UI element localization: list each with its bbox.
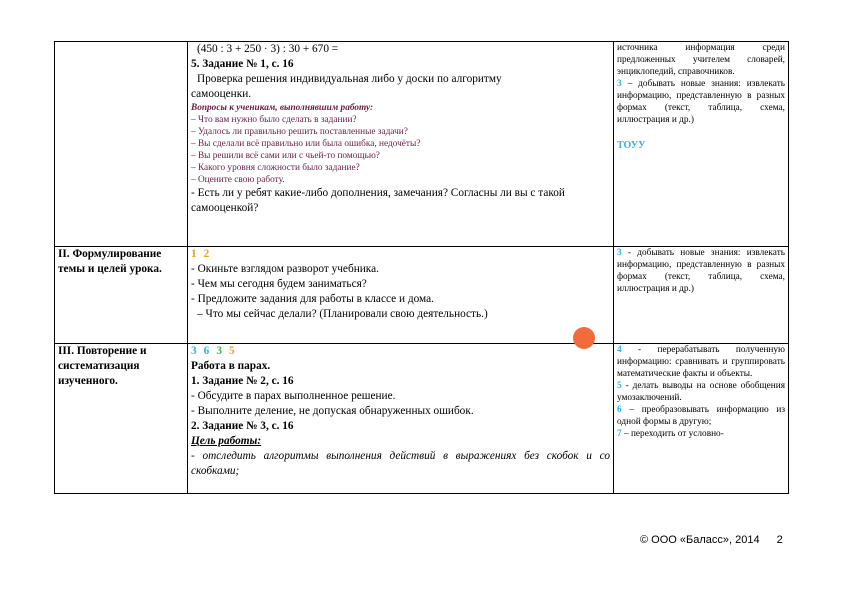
uud-item [617,404,785,428]
level-number: 2 [203,248,210,260]
question-item: – Оцените свою работу. [191,175,285,185]
table-row [55,247,789,344]
table-row [55,344,789,494]
level-numbers [191,247,610,262]
uud-text: - добывать новые знания: извлекать информацию, представленную в разных формах (текст, таблица, схема, иллюстрация и др.) [617,248,785,294]
level-number: 6 [203,345,210,357]
uud-item [617,380,785,404]
level-number: 3 [191,345,197,357]
check-text: Проверка решения индивидуальная либо у доски по алгоритму [197,73,502,85]
uud-text: - делать выводы на основе обобщения умозаключений. [617,381,785,403]
line-item: - Предложите задания для работы в классе и дома. [191,293,434,305]
line-item: – Что мы сейчас делали? (Планировали свою деятельность.) [197,308,488,320]
uud-text: - перерабатывать полученную информацию: сравнивать и группировать математические факты и объекты. [617,345,785,379]
uud-number: 6 [617,405,622,415]
activity-cell [188,344,614,494]
uud-text: – переходить от условно- [621,429,724,439]
uud-number: 5 [617,381,622,391]
section-title: Работа в парах. [191,360,271,372]
question-item: – Что вам нужно было сделать в задании? [191,115,357,125]
question-item: – Какого уровня сложности было задание? [191,163,360,173]
copyright: © ООО «Баласс», 2014 [640,534,760,546]
line-item: - Чем мы сегодня будем заниматься? [191,278,367,290]
line-item: - Выполните деление, не допуская обнаруженных ошибок. [191,405,474,417]
uud-number: 7 [617,429,622,439]
uud-text: – преобразовывать информацию из одной формы в другую; [617,405,785,427]
level-number: 3 [216,345,222,357]
uud-cell [614,42,789,247]
lesson-table [54,41,789,494]
uud-item [617,428,785,440]
expression: (450 : 3 + 250 · 3) : 30 + 670 = [197,43,339,55]
uud-number: 3 [617,248,622,258]
stage-cell [55,42,188,247]
uud-item [617,247,785,295]
uud-text: – добывать новые знания: извлекать информацию, представленную в разных формах (текст, таблица, схема, иллюстрация и др.) [617,79,785,125]
uud-number: 4 [617,345,622,355]
line-item: - Обсудите в парах выполненное решение. [191,390,396,402]
uud-item [617,344,785,380]
check-text-cont: самооценки. [191,88,252,100]
uud-cell [614,344,789,494]
question-item: – Вы решили всё сами или с чьей-то помощью? [191,151,380,161]
stage-cell: II. Формулирование темы и целей урока. [55,247,188,344]
uud-cell [614,247,789,344]
toyy-label: ТОУУ [617,140,646,151]
questions-heading: Вопросы к ученикам, выполнявшим работу: [191,103,374,113]
goal-title: Цель работы: [191,435,262,447]
question-item: – Удалось ли правильно решить поставленные задачи? [191,127,408,137]
goal-text: - отследить алгоритмы выполнения действий в выражениях без скобок и со скобками; [191,450,610,477]
closing-question: - Есть ли у ребят какие-либо дополнения, замечания? Согласны ли вы с такой самооценкой? [191,187,565,214]
activity-cell [188,42,614,247]
page-footer [640,534,783,546]
level-number: 1 [191,248,197,260]
uud-item [617,78,785,126]
orange-circle-marker [573,327,595,349]
uud-number: 3 [617,79,622,89]
table-row [55,42,789,247]
stage-cell: III. Повторение и систематизация изученного. [55,344,188,494]
task-heading: 1. Задание № 2, с. 16 [191,375,294,387]
uud-text: источника информация среди предложенных учителем словарей, энциклопедий, справочников. [617,43,785,77]
task-heading: 5. Задание № 1, с. 16 [191,58,294,70]
line-item: - Окиньте взглядом разворот учебника. [191,263,379,275]
task-heading: 2. Задание № 3, с. 16 [191,420,294,432]
question-item: – Вы сделали всё правильно или была ошибка, недочёты? [191,139,421,149]
level-number: 5 [228,345,235,357]
level-numbers [191,344,610,359]
page-number: 2 [776,534,783,546]
activity-cell [188,247,614,344]
